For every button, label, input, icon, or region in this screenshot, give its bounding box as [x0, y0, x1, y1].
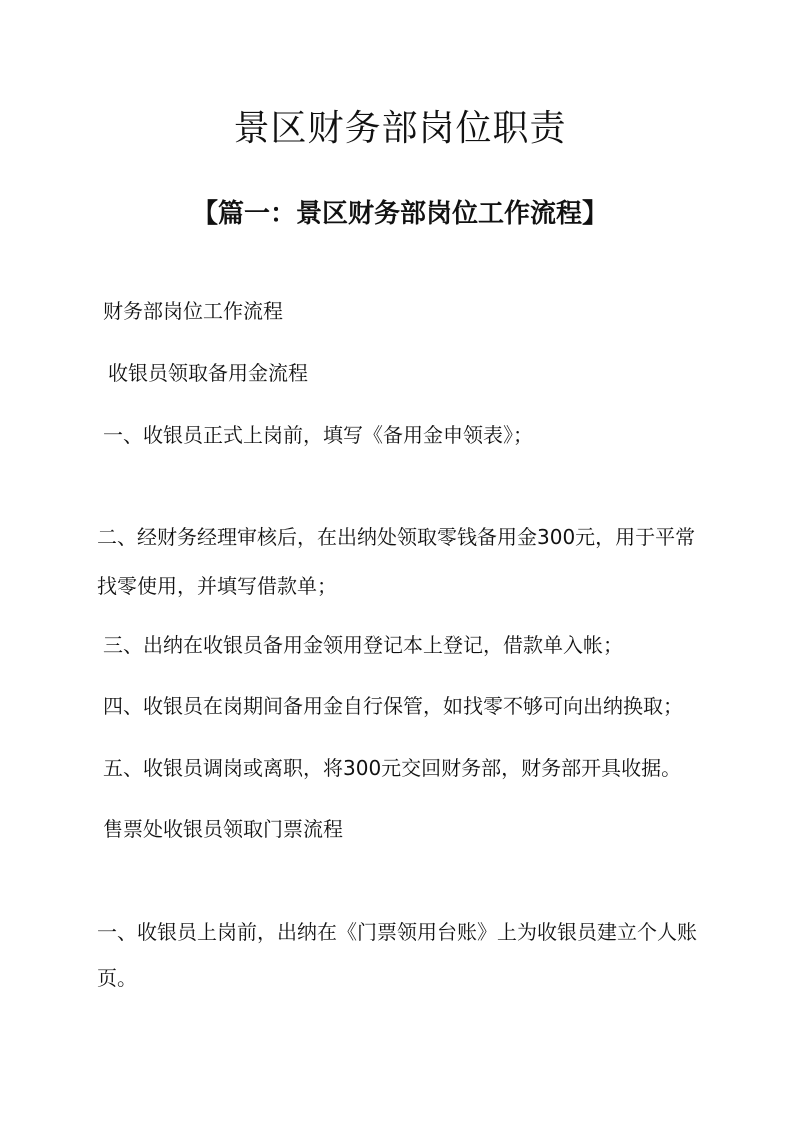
subsection-heading: 售票处收银员领取门票流程	[103, 817, 343, 841]
body-line: 一、收银员上岗前，出纳在《门票领用台账》上为收银员建立个人账	[97, 920, 697, 944]
section-heading: 财务部岗位工作流程	[103, 299, 283, 323]
body-line: 一、收银员正式上岗前，填写《备用金申领表》；	[103, 423, 533, 447]
body-line: 页。	[97, 966, 137, 990]
body-line: 五、收银员调岗或离职，将300元交回财务部，财务部开具收据。	[103, 756, 682, 780]
body-line: 四、收银员在岗期间备用金自行保管，如找零不够可向出纳换取；	[103, 694, 683, 718]
body-line: 二、经财务经理审核后，在出纳处领取零钱备用金300元，用于平常	[97, 525, 696, 549]
body-line: 找零使用，并填写借款单；	[97, 574, 337, 598]
document-title: 景区财务部岗位职责	[233, 108, 567, 149]
body-line: 三、出纳在收银员备用金领用登记本上登记，借款单入帐；	[103, 633, 623, 657]
document-subtitle: 【篇一：景区财务部岗位工作流程】	[191, 199, 608, 229]
subsection-heading: 收银员领取备用金流程	[108, 361, 308, 385]
